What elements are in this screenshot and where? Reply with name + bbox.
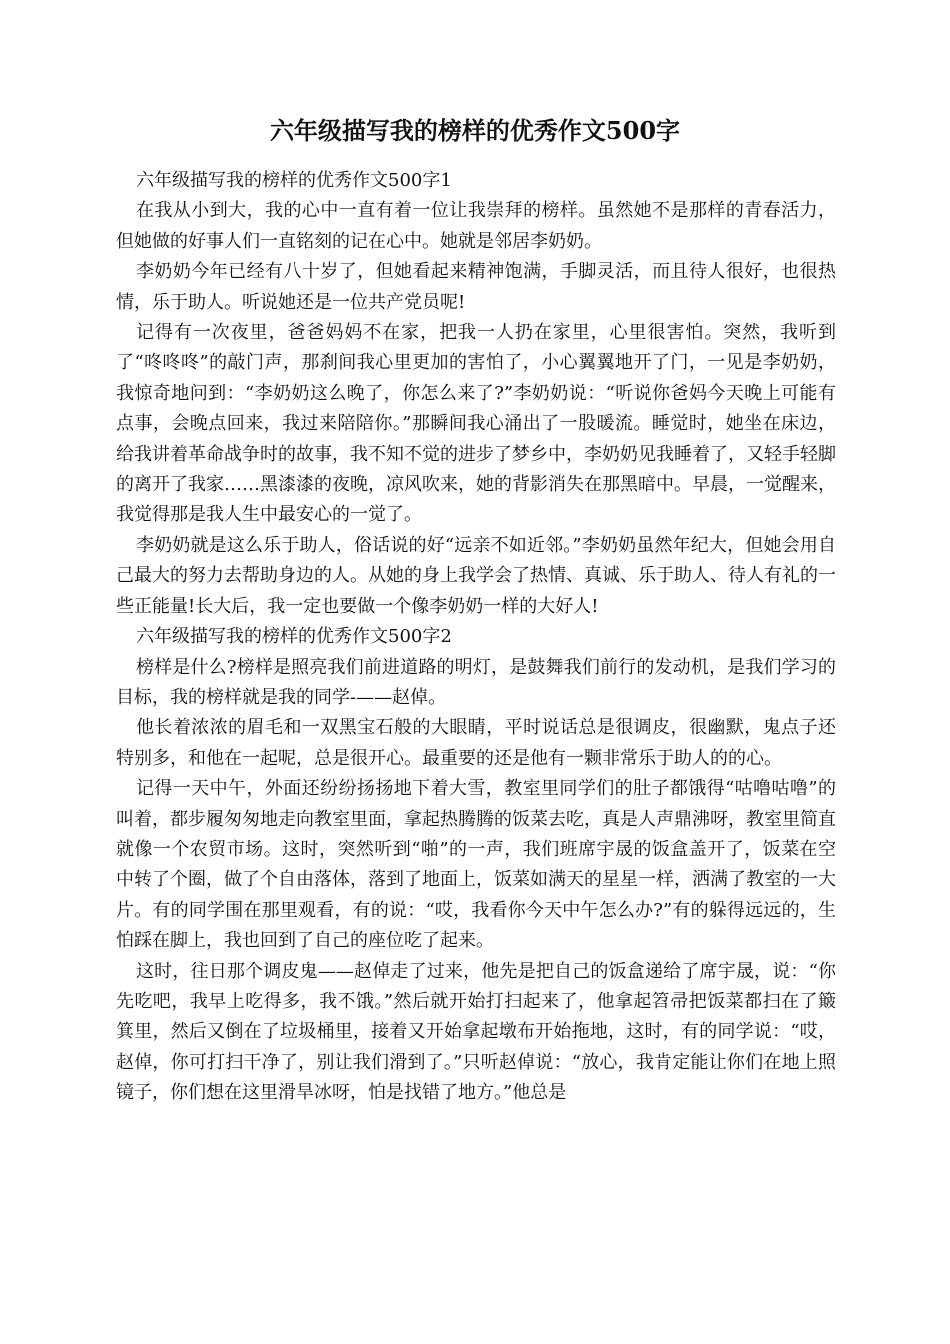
section-heading-1: 六年级描写我的榜样的优秀作文500字1 <box>136 170 452 191</box>
document-title: 六年级描写我的榜样的优秀作文500字 <box>269 116 681 145</box>
paragraph: 在我从小到大，我的心中一直有着一位让我崇拜的榜样。虽然她不是那样的青春活力，但她做的好事人们一直铭刻的记在心中。她就是邻居李奶奶。 <box>116 200 836 252</box>
paragraph: 这时，往日那个调皮鬼——赵倬走了过来，他先是把自己的饭盒递给了席宇晟，说：“你先吃吧，我早上吃得多，我不饿。”然后就开始打扫起来了，他拿起笤帚把饭菜都扫在了簸箕里，然后又倒在了垃圾桶里，接着又开始拿起墩布开始拖地，这时，有的同学说：“哎，赵倬，你可打扫干净了，别让我们滑到了。”只听赵倬说：“放心，我肯定能让你们在地上照镜子，你们想在这里滑旱冰呀，怕是找错了地方。”他总是 <box>116 960 836 1104</box>
paragraph: 记得有一次夜里，爸爸妈妈不在家，把我一人扔在家里，心里很害怕。突然，我听到了“咚咚咚”的敲门声，那刹间我心里更加的害怕了，小心翼翼地开了门，一见是李奶奶，我惊奇地问到：“李奶奶这么晚了，你怎么来了?”李奶奶说：“听说你爸妈今天晚上可能有点事，会晚点回来，我过来陪陪你。”那瞬间我心涌出了一股暖流。睡觉时，她坐在床边，给我讲着革命战争时的故事，我不知不觉的进步了梦乡中，李奶奶见我睡着了，又轻手轻脚的离开了我家……黑漆漆的夜晚，凉风吹来，她的背影消失在那黑暗中。早晨，一觉醒来，我觉得那是我人生中最安心的一觉了。 <box>116 322 836 526</box>
paragraph: 记得一天中午，外面还纷纷扬扬地下着大雪，教室里同学们的肚子都饿得“咕噜咕噜”的叫着，都步履匆匆地走向教室里面，拿起热腾腾的饭菜去吃，真是人声鼎沸呀，教室里简直就像一个农贸市场。这时，突然听到“啪”的一声，我们班席宇晟的饭盒盖开了，饭菜在空中转了个圈，做了个自由落体，落到了地面上，饭菜如满天的星星一样，洒满了教室的一大片。有的同学围在那里观看，有的说：“哎，我看你今天中午怎么办?”有的躲得远远的，生怕踩在脚上，我也回到了自己的座位吃了起来。 <box>116 778 836 952</box>
paragraph: 榜样是什么?榜样是照亮我们前进道路的明灯，是鼓舞我们前行的发动机，是我们学习的目标，我的榜样就是我的同学-——赵倬。 <box>116 656 836 708</box>
document-body <box>116 166 836 1109</box>
paragraph: 李奶奶就是这么乐于助人，俗话说的好“远亲不如近邻。”李奶奶虽然年纪大，但她会用自己最大的努力去帮助身边的人。从她的身上我学会了热情、真诚、乐于助人、待人有礼的一些正能量!长大后，我一定也要做一个像李奶奶一样的大好人! <box>116 534 836 617</box>
paragraph: 他长着浓浓的眉毛和一双黑宝石般的大眼睛，平时说话总是很调皮，很幽默，鬼点子还特别多，和他在一起呢，总是很开心。最重要的还是他有一颗非常乐于助人的的心。 <box>116 717 836 769</box>
paragraph: 李奶奶今年已经有八十岁了，但她看起来精神饱满，手脚灵活，而且待人很好，也很热情，乐于助人。听说她还是一位共产党员呢! <box>116 261 836 313</box>
section-heading-2: 六年级描写我的榜样的优秀作文500字2 <box>136 626 452 648</box>
